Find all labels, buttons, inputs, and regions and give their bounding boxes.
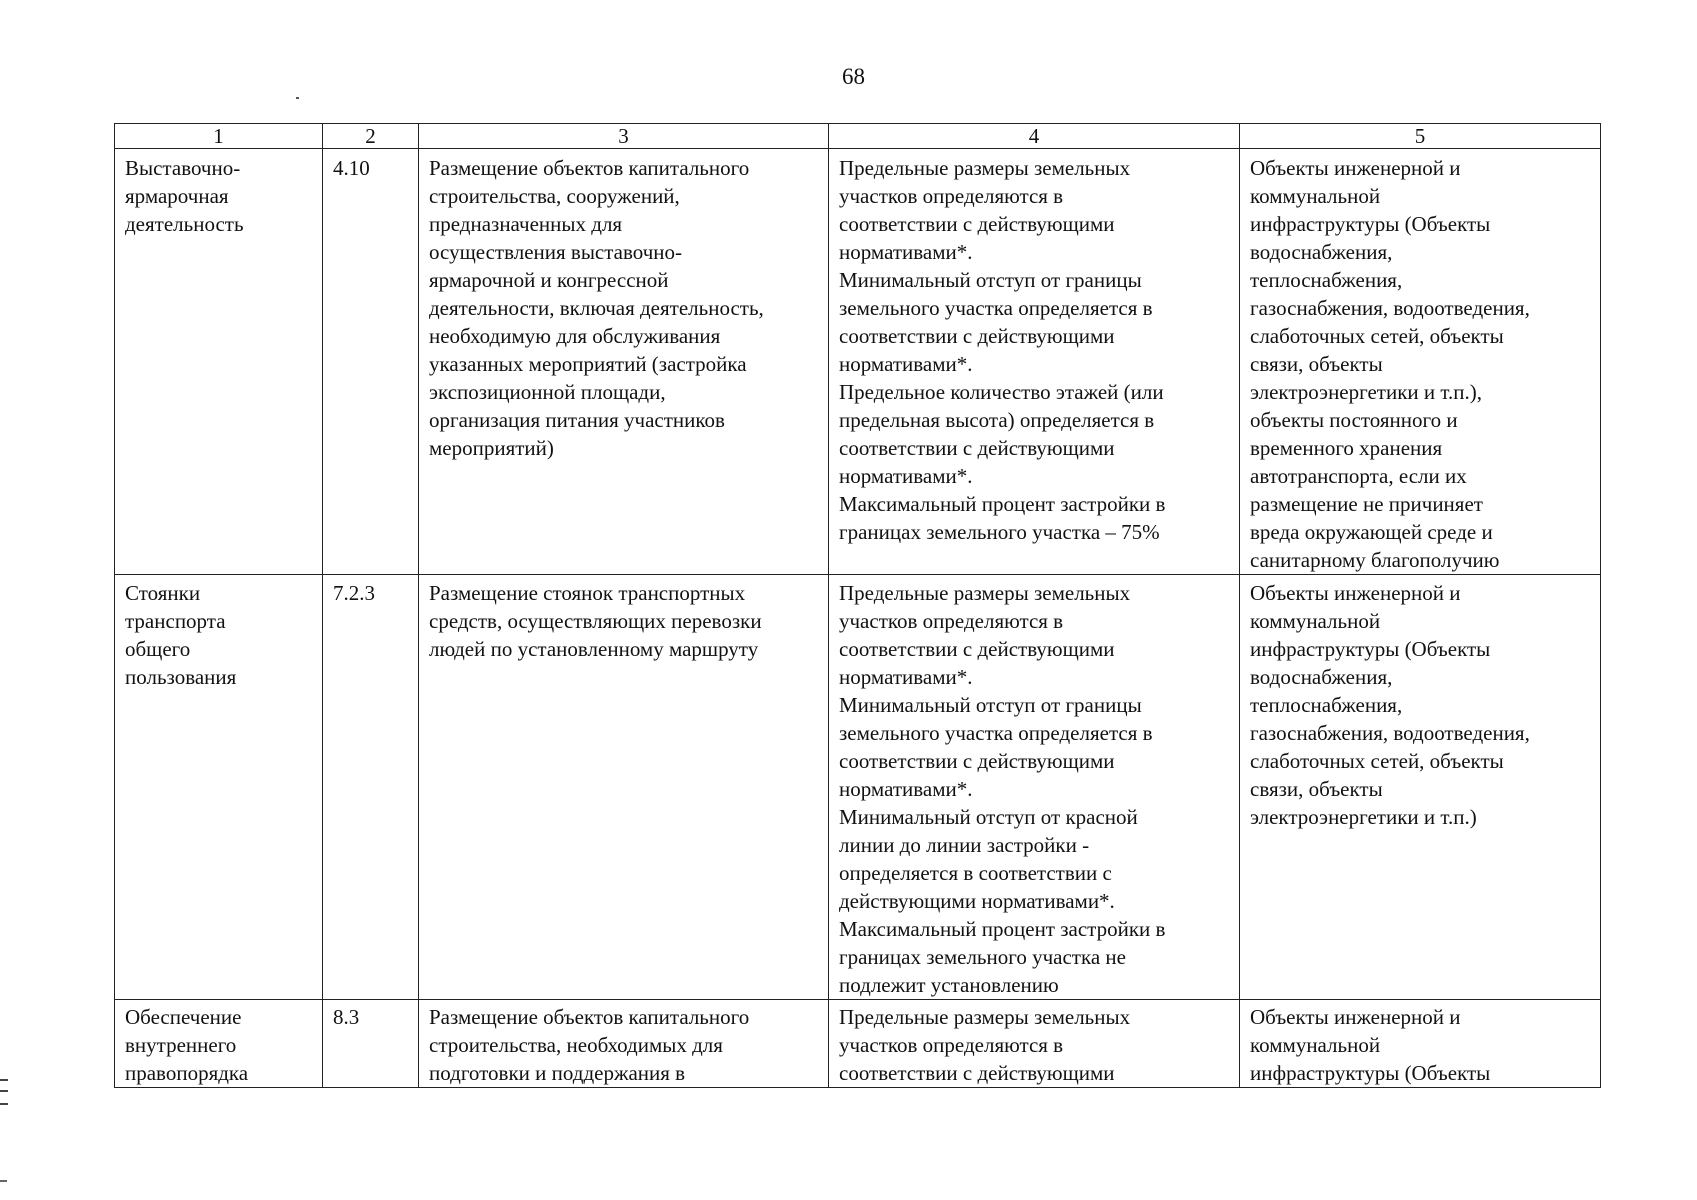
use-type-parameters: Предельные размеры земельных участков определяются в соответствии с действующими <box>829 1000 1240 1088</box>
scan-artifact-mark <box>0 1079 8 1105</box>
header-cell-1: 1 <box>115 124 323 149</box>
scan-artifact-tick <box>0 1180 7 1182</box>
use-type-auxiliary: Объекты инженерной и коммунальной инфраструктуры (Объекты водоснабжения, теплоснабжения, газоснабжения, водоотведения, слаботочных сетей, объекты связи, объекты электроэнергетики и т.п.), объекты постоянного и временного хранения автотранспорта, если их размещение не причиняет вреда окружающей среде и санитарному благополучию <box>1240 149 1601 575</box>
use-type-description: Размещение объектов капитального строительства, сооружений, предназначенных для осуществления выставочно- ярмарочной и конгрессной деятельности, включая деятельность, необходимую для обслуживания указанных мероприятий (застройка экспозиционной площади, организация питания участников мероприятий) <box>419 149 829 575</box>
table-header-row <box>115 124 1601 149</box>
header-cell-5: 5 <box>1240 124 1601 149</box>
use-type-name: Выставочно- ярмарочная деятельность <box>115 149 323 575</box>
use-type-parameters: Предельные размеры земельных участков определяются в соответствии с действующими нормативами*. Минимальный отступ от границы земельного участка определяется в соответствии с действующими нормативами*. Предельное количество этажей (или предельная высота) определяется в соответствии с действующими нормативами*. Максимальный процент застройки в границах земельного участка – 75% <box>829 149 1240 575</box>
table-row <box>115 575 1601 1000</box>
use-type-auxiliary: Объекты инженерной и коммунальной инфраструктуры (Объекты водоснабжения, теплоснабжения, газоснабжения, водоотведения, слаботочных сетей, объекты связи, объекты электроэнергетики и т.п.) <box>1240 575 1601 1000</box>
header-cell-4: 4 <box>829 124 1240 149</box>
use-type-code: 4.10 <box>323 149 419 575</box>
page-number: 68 <box>842 64 865 89</box>
header-cell-2: 2 <box>323 124 419 149</box>
use-type-name: Обеспечение внутреннего правопорядка <box>115 1000 323 1088</box>
header-cell-3: 3 <box>419 124 829 149</box>
use-type-name: Стоянки транспорта общего пользования <box>115 575 323 1000</box>
use-type-code: 8.3 <box>323 1000 419 1088</box>
use-type-description: Размещение объектов капитального строительства, необходимых для подготовки и поддержания в <box>419 1000 829 1088</box>
scan-artifact-dot <box>296 97 299 99</box>
use-type-description: Размещение стоянок транспортных средств, осуществляющих перевозки людей по установленному маршруту <box>419 575 829 1000</box>
use-type-code: 7.2.3 <box>323 575 419 1000</box>
use-type-parameters: Предельные размеры земельных участков определяются в соответствии с действующими нормативами*. Минимальный отступ от границы земельного участка определяется в соответствии с действующими нормативами*. Минимальный отступ от красной линии до линии застройки - определяется в соответствии с действующими нормативами*. Максимальный процент застройки в границах земельного участка не подлежит установлению <box>829 575 1240 1000</box>
table-row <box>115 149 1601 575</box>
land-use-table <box>114 123 1601 1088</box>
use-type-auxiliary: Объекты инженерной и коммунальной инфраструктуры (Объекты <box>1240 1000 1601 1088</box>
table-row <box>115 1000 1601 1088</box>
